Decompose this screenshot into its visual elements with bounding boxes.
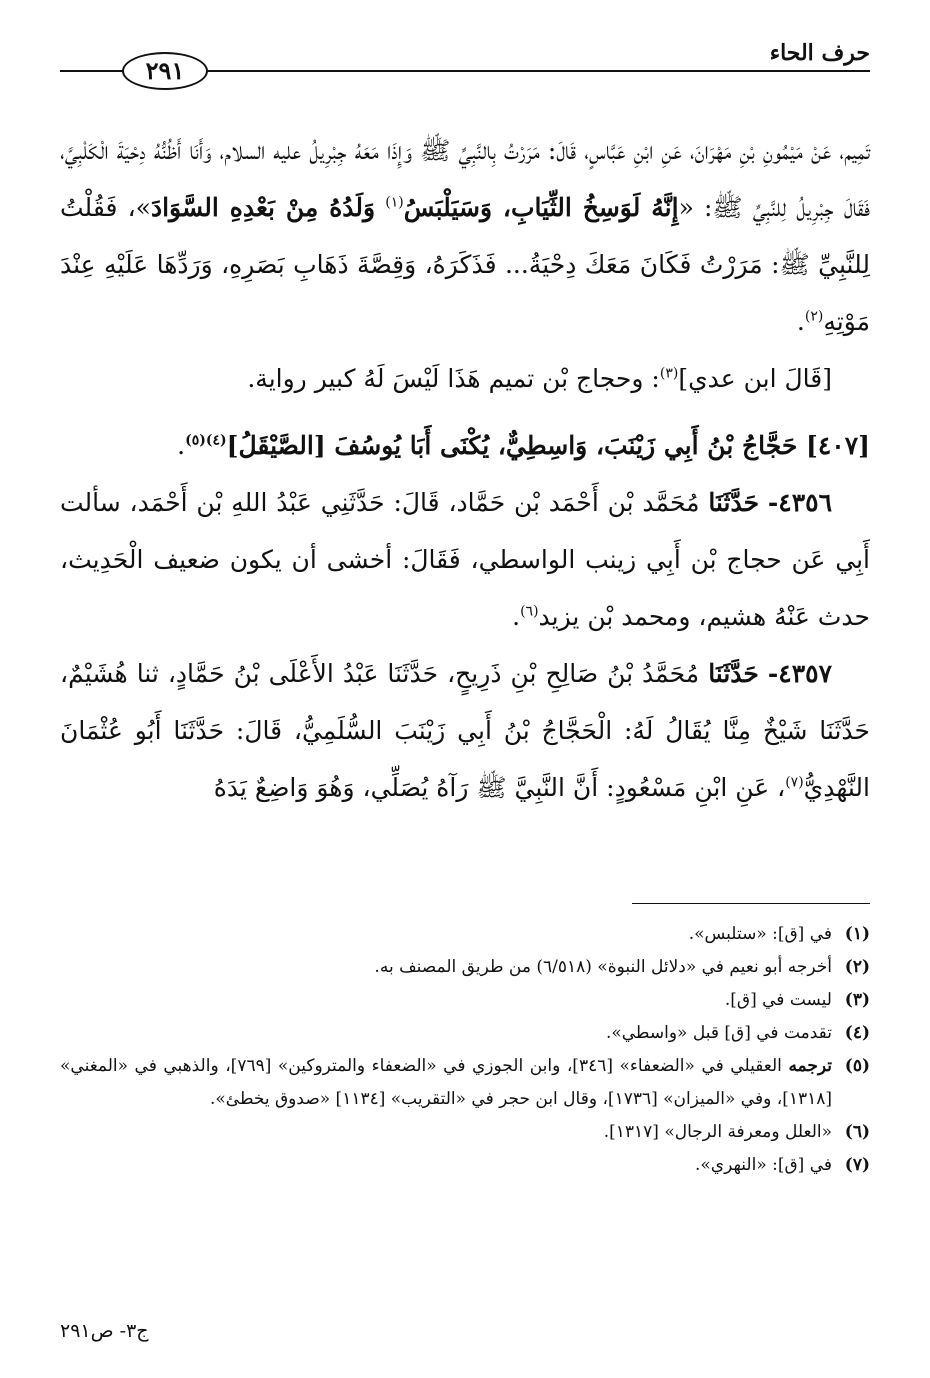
- footnote-item: [60, 1017, 870, 1050]
- footnote-text: «العلل ومعرفة الرجال» [١٣١٧].: [603, 1122, 832, 1142]
- footnote-number: (٦): [844, 1122, 870, 1142]
- footnote-item: [60, 984, 870, 1017]
- bold-quote: إِنَّهُ لَوَسِخُ الثِّيَابِ، وَسَيَلْبَسُ: [403, 193, 679, 222]
- footnote-text: في [ق]: «ستلبس».: [688, 924, 832, 944]
- footnote-separator: [632, 903, 870, 904]
- paragraph-ibn-adi: [60, 350, 870, 407]
- footnote-text: أخرجه أبو نعيم في «دلائل النبوة» (٦/٥١٨) من طريق المصنف به.: [374, 957, 832, 977]
- footnote-ref-7[interactable]: (٧): [785, 774, 804, 791]
- footnote-ref-2[interactable]: (٢): [804, 308, 824, 325]
- footnote-item: [60, 918, 870, 951]
- chapter-title: حرف الحاء: [769, 40, 870, 66]
- text-segment: : وحجاج بْن تميم هَذَا لَيْسَ لَهُ كبير رواية.: [247, 364, 660, 393]
- text-segment: .: [512, 602, 521, 631]
- haddathana: حَدَّثَنَا: [708, 488, 760, 517]
- footnote-ref-4-5[interactable]: (٤)(٥): [185, 432, 227, 449]
- footnote-item: [60, 1149, 870, 1182]
- footnote-number: (٢): [844, 957, 870, 977]
- text-segment: ، عَنِ ابْنِ مَسْعُودٍ: أَنَّ النَّبِيَّ ﷺ رَآهُ يُصَلِّي، وَهُوَ وَاضِعٌ يَدَهُ: [213, 773, 786, 802]
- page: [60, 30, 870, 1360]
- hadith-number: ٤٣٥٦-: [767, 488, 832, 517]
- footnote-number: (١): [844, 924, 870, 944]
- footnote-text: ليست في [ق].: [724, 990, 832, 1010]
- paragraph-hadith-continuation: [60, 122, 870, 350]
- hadith-number: ٤٣٥٧-: [767, 659, 833, 688]
- footnote-ref-1[interactable]: (١): [385, 194, 404, 211]
- footnote-item: [60, 1050, 870, 1116]
- hadith-4356: [60, 474, 870, 645]
- footnote-number: (٤): [844, 1023, 870, 1043]
- footnote-number: (٧): [844, 1155, 870, 1175]
- page-header: [60, 30, 870, 90]
- text-segment: [قَالَ ابن عدي]: [678, 364, 832, 393]
- haddathana: حَدَّثَنَا: [708, 659, 759, 688]
- footnote-text: [60, 1050, 832, 1116]
- main-text: [60, 122, 870, 816]
- text-segment: تَمِيم، عَنْ مَيْمُونِ بْنِ مَهْرَانَ، عَنِ ابْنِ عَبَّاسٍ، قَالَ: مَرَرْتُ بِالنَّبِيِّ ﷺ وَإِذَا مَعَهُ جِبْرِيلُ عليه السلام، وَأَنَا أَظُنُّهُ دِحْيَةَ الْكَلْبِيَّ، فَقَالَ جِبْرِيلُ لِلنَّبِيِّ ﷺ: «: [60, 136, 871, 222]
- footnote-item: [60, 951, 870, 984]
- footnote-ref-6[interactable]: (٦): [520, 603, 539, 620]
- footnote-bold-lead: ترجمه: [788, 1056, 832, 1076]
- text-segment: مُحَمَّد بْن أَحْمَد بْن حَمَّاد، قَالَ: حَدَّثَنِي عَبْدُ اللهِ بْن أَحْمَد، سألت أَبِي عَن حجاج بْن أَبِي زينب الواسطي، فَقَالَ: أخشى أن يكون ضعيف الْحَدِيث، حدث عَنْهُ هشيم، ومحمد بْن يزيد: [60, 488, 870, 631]
- footnote-item: [60, 1116, 870, 1149]
- page-footer: ج٣- ص٢٩١: [60, 1320, 149, 1342]
- page-number: ٢٩١: [122, 52, 208, 90]
- footnote-text-rest: العقيلي في «الضعفاء» [٣٤٦]، وابن الجوزي في «الضعفاء والمتروكين» [٧٦٩]، والذهبي في «المغني» [١٣١٨]، وفي «الميزان» [١٧٣٦]، وقال ابن حجر في «التقريب» [١١٣٤] «صدوق يخطئ».: [60, 1056, 832, 1109]
- footnote-text: في [ق]: «النهري».: [694, 1155, 832, 1175]
- text-segment: .: [177, 431, 186, 460]
- hadith-4357: [60, 645, 870, 816]
- footnote-number: (٣): [844, 990, 870, 1010]
- text-segment: »، فَقُلْتُ لِلنَّبِيِّ ﷺ: مَرَرْتُ فَكَانَ مَعَكَ دِحْيَةُ... فَذَكَرَهُ، وَقِصَّةَ ذَهَابِ بَصَرِهِ، وَرَدِّهَا عَلَيْهِ عِنْدَ مَوْتِهِ: [60, 193, 870, 336]
- entry-heading: [60, 417, 870, 474]
- footnote-text: تقدمت في [ق] قبل «واسطي».: [605, 1023, 832, 1043]
- bold-quote: وَلَدُهُ مِنْ بَعْدِهِ السَّوَادَ: [150, 193, 376, 222]
- text-segment: مُحَمَّدُ بْنُ صَالِحِ بْنِ ذَرِيحٍ، حَدَّثَنَا عَبْدُ الأَعْلَى بْنُ حَمَّادٍ، ثنا هُشَيْمٌ، حَدَّثَنَا شَيْخٌ مِنَّا يُقَالُ لَهُ: الْحَجَّاجُ بْنُ أَبِي زَيْنَبَ السُّلَمِيُّ، قَالَ: حَدَّثَنَا أَبُو عُثْمَانَ النَّهْدِيُّ: [60, 659, 870, 802]
- entry-title: [٤٠٧] حَجَّاجُ بْنُ أَبِي زَيْنَبَ، وَاسِطِيٌّ، يُكْنَى أَبَا يُوسُفَ [الصَّيْقَلُ]: [226, 431, 870, 460]
- footnote-ref-3[interactable]: (٣): [659, 365, 679, 382]
- footnotes: [60, 918, 870, 1182]
- text-segment: .: [796, 307, 805, 336]
- footnote-number: (٥): [844, 1056, 870, 1076]
